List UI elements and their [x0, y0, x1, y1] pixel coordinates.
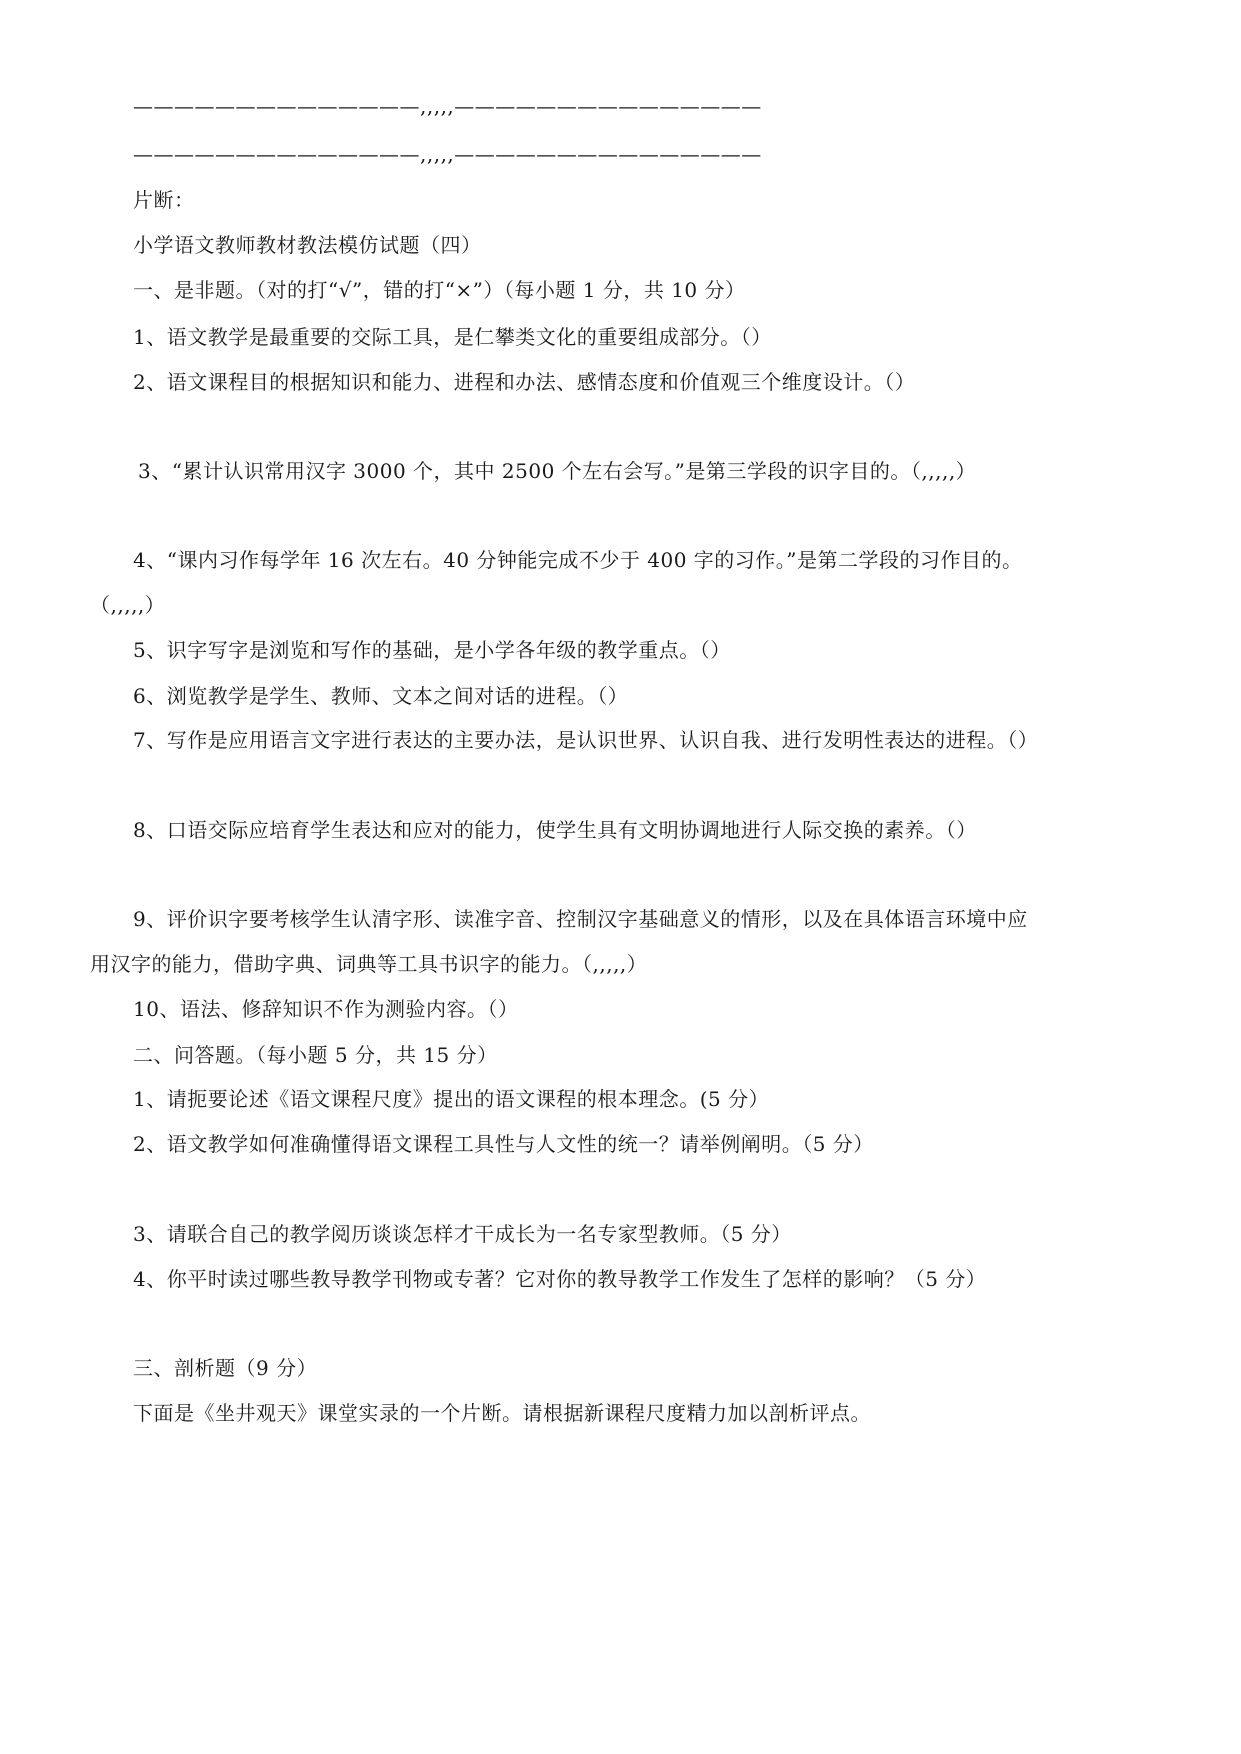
question-text: 10、语法、修辞知识不作为测验内容。（） — [133, 997, 519, 1021]
question-text: 4、你平时读过哪些教导教学刊物或专著？它对你的教导教学工作发生了怎样的影响？（5 分） — [133, 1267, 987, 1291]
question-text: 4、“课内习作每学年 16 次左右。40 分钟能完成不少于 400 字的习作。”是第二学段的习作目的。 — [133, 548, 1023, 572]
question-text-continuation: （,,,,,） — [90, 593, 166, 617]
question-text: 6、浏览教学是学生、教师、文本之间对话的进程。（） — [133, 684, 629, 708]
question-text: 9、评价识字要考核学生认清字形、读准字音、控制汉字基础意义的情形，以及在具体语言环境中应 — [133, 907, 1028, 931]
analysis-instruction: 下面是《坐井观天》课堂实录的一个片断。请根据新课程尺度精力加以剖析评点。 — [133, 1401, 871, 1425]
section-heading-true-false: 一、是非题。（对的打“√”，错的打“×”）（每小题 1 分，共 10 分） — [133, 278, 746, 302]
question-text: 1、语文教学是最重要的交际工具，是仁攀类文化的重要组成部分。（） — [133, 325, 772, 349]
exam-title: 小学语文教师教材教法模仿试题（四） — [133, 233, 482, 257]
section-heading-qa: 二、问答题。（每小题 5 分，共 15 分） — [133, 1043, 498, 1067]
question-text-continuation: 用汉字的能力，借助字典、词典等工具书识字的能力。（,,,,,） — [90, 952, 648, 976]
question-text: 2、语文课程目的根据知识和能力、进程和办法、感情态度和价值观三个维度设计。（） — [133, 370, 916, 394]
fragment-label: 片断： — [133, 188, 195, 212]
section-heading-analysis: 三、剖析题（9 分） — [133, 1356, 318, 1380]
question-text: 7、写作是应用语言文字进行表达的主要办法，是认识世界、认识自我、进行发明性表达的进程。（） — [133, 728, 1039, 752]
question-text: 3、“累计认识常用汉字 3000 个，其中 2500 个左右会写。”是第三学段的识字目的。（,,,,,） — [138, 459, 977, 483]
dash-rule-line: ——————————————,,,,,——————————————— — [133, 94, 762, 118]
question-text: 1、请扼要论述《语文课程尺度》提出的语文课程的根本理念。(5 分） — [133, 1087, 770, 1111]
dash-rule-line: ——————————————,,,,,——————————————— — [133, 142, 762, 166]
question-text: 3、请联合自己的教学阅历谈谈怎样才干成长为一名专家型教师。（5 分） — [133, 1222, 792, 1246]
question-text: 8、口语交际应培育学生表达和应对的能力，使学生具有文明协调地进行人际交换的素养。（） — [133, 818, 977, 842]
question-text: 2、语文教学如何准确懂得语文课程工具性与人文性的统一？请举例阐明。（5 分） — [133, 1132, 874, 1156]
question-text: 5、识字写字是浏览和写作的基础，是小学各年级的教学重点。（） — [133, 638, 731, 662]
